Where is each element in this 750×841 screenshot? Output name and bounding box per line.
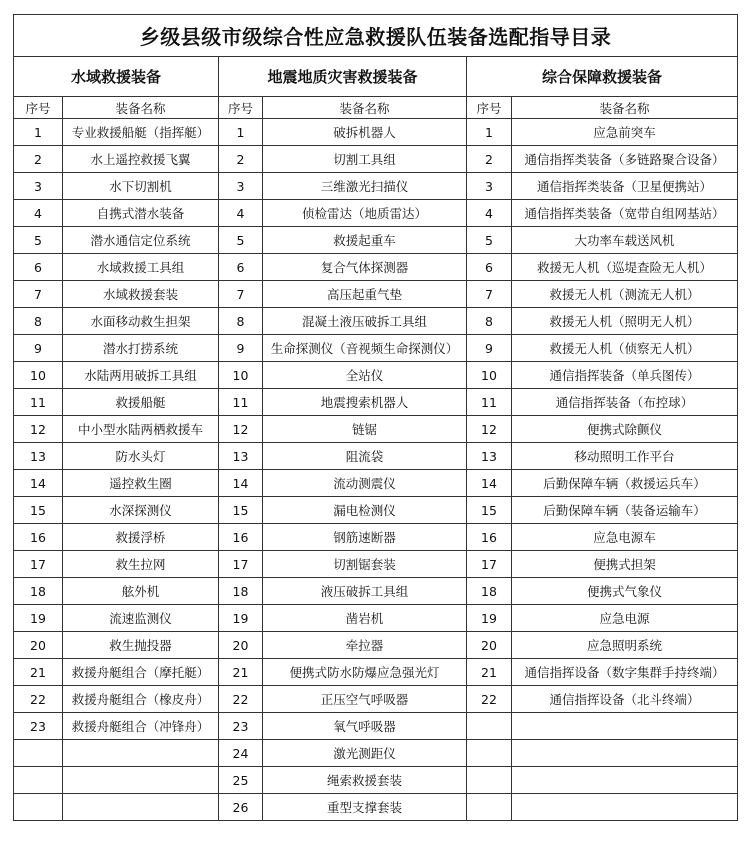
equipment-name-cell: 氧气呼吸器 xyxy=(263,713,467,740)
table-row xyxy=(14,335,738,362)
equipment-name-cell: 后勤保障车辆（救援运兵车） xyxy=(512,470,738,497)
equipment-name-cell: 水陆两用破拆工具组 xyxy=(63,362,219,389)
seq-cell xyxy=(14,740,63,767)
seq-cell: 13 xyxy=(14,443,63,470)
seq-cell: 18 xyxy=(467,578,512,605)
page-title: 乡级县级市级综合性应急救援队伍装备选配指导目录 xyxy=(14,15,738,57)
seq-cell: 7 xyxy=(467,281,512,308)
seq-cell: 23 xyxy=(219,713,263,740)
equipment-name-cell: 阻流袋 xyxy=(263,443,467,470)
equipment-name-cell xyxy=(512,794,738,821)
seq-cell: 3 xyxy=(219,173,263,200)
equipment-name-cell xyxy=(63,740,219,767)
equipment-name-cell: 自携式潜水装备 xyxy=(63,200,219,227)
seq-cell: 21 xyxy=(14,659,63,686)
table-row xyxy=(14,362,738,389)
seq-cell: 8 xyxy=(467,308,512,335)
column-header-seq: 序号 xyxy=(14,97,63,119)
seq-cell: 3 xyxy=(14,173,63,200)
equipment-name-cell: 应急照明系统 xyxy=(512,632,738,659)
equipment-name-cell: 链锯 xyxy=(263,416,467,443)
seq-cell: 12 xyxy=(467,416,512,443)
equipment-name-cell: 通信指挥类装备（卫星便携站） xyxy=(512,173,738,200)
equipment-name-cell: 通信指挥类装备（多链路聚合设备） xyxy=(512,146,738,173)
equipment-name-cell: 救生抛投器 xyxy=(63,632,219,659)
equipment-name-cell: 生命探测仪（音视频生命探测仪） xyxy=(263,335,467,362)
equipment-name-cell: 救援舟艇组合（摩托艇） xyxy=(63,659,219,686)
table-row xyxy=(14,551,738,578)
equipment-name-cell: 专业救援船艇（指挥艇） xyxy=(63,119,219,146)
equipment-catalog-table xyxy=(13,14,738,821)
equipment-name-cell: 救援浮桥 xyxy=(63,524,219,551)
seq-cell: 10 xyxy=(219,362,263,389)
seq-cell: 1 xyxy=(14,119,63,146)
seq-cell: 10 xyxy=(14,362,63,389)
equipment-name-cell: 通信指挥装备（单兵图传） xyxy=(512,362,738,389)
seq-cell: 19 xyxy=(219,605,263,632)
seq-cell: 22 xyxy=(467,686,512,713)
section-header-earthquake-rescue: 地震地质灾害救援装备 xyxy=(219,57,467,97)
equipment-name-cell: 通信指挥类装备（宽带自组网基站） xyxy=(512,200,738,227)
seq-cell: 11 xyxy=(219,389,263,416)
table-row xyxy=(14,146,738,173)
equipment-name-cell: 全站仪 xyxy=(263,362,467,389)
equipment-name-cell: 救援无人机（测流无人机） xyxy=(512,281,738,308)
section-header-support-rescue: 综合保障救援装备 xyxy=(467,57,738,97)
equipment-name-cell: 钢筋速断器 xyxy=(263,524,467,551)
seq-cell: 14 xyxy=(219,470,263,497)
equipment-name-cell: 漏电检测仪 xyxy=(263,497,467,524)
table-row xyxy=(14,686,738,713)
equipment-name-cell: 液压破拆工具组 xyxy=(263,578,467,605)
seq-cell: 23 xyxy=(14,713,63,740)
seq-cell: 9 xyxy=(467,335,512,362)
equipment-name-cell: 大功率车载送风机 xyxy=(512,227,738,254)
seq-cell: 9 xyxy=(219,335,263,362)
equipment-name-cell: 切割锯套装 xyxy=(263,551,467,578)
seq-cell: 7 xyxy=(219,281,263,308)
equipment-name-cell: 救援舟艇组合（橡皮舟） xyxy=(63,686,219,713)
seq-cell: 8 xyxy=(219,308,263,335)
equipment-name-cell: 便携式气象仪 xyxy=(512,578,738,605)
equipment-name-cell: 潜水通信定位系统 xyxy=(63,227,219,254)
seq-cell: 5 xyxy=(467,227,512,254)
equipment-name-cell: 舷外机 xyxy=(63,578,219,605)
seq-cell: 6 xyxy=(467,254,512,281)
equipment-name-cell: 救援无人机（侦察无人机） xyxy=(512,335,738,362)
equipment-name-cell: 水域救援工具组 xyxy=(63,254,219,281)
seq-cell: 14 xyxy=(467,470,512,497)
equipment-name-cell: 切割工具组 xyxy=(263,146,467,173)
equipment-name-cell: 潜水打捞系统 xyxy=(63,335,219,362)
table-row xyxy=(14,578,738,605)
table-row xyxy=(14,443,738,470)
table-row xyxy=(14,389,738,416)
seq-cell: 21 xyxy=(467,659,512,686)
equipment-name-cell: 混凝土液压破拆工具组 xyxy=(263,308,467,335)
equipment-name-cell: 高压起重气垫 xyxy=(263,281,467,308)
equipment-name-cell: 通信指挥设备（北斗终端） xyxy=(512,686,738,713)
equipment-name-cell: 应急电源车 xyxy=(512,524,738,551)
equipment-name-cell: 通信指挥装备（布控球） xyxy=(512,389,738,416)
seq-cell xyxy=(467,740,512,767)
seq-cell: 18 xyxy=(219,578,263,605)
seq-cell: 20 xyxy=(14,632,63,659)
table-row xyxy=(14,173,738,200)
equipment-name-cell: 地震搜索机器人 xyxy=(263,389,467,416)
seq-cell: 5 xyxy=(14,227,63,254)
equipment-name-cell: 遥控救生圈 xyxy=(63,470,219,497)
equipment-name-cell: 通信指挥设备（数字集群手持终端） xyxy=(512,659,738,686)
table-row xyxy=(14,524,738,551)
equipment-name-cell: 水上遥控救援飞翼 xyxy=(63,146,219,173)
seq-cell: 7 xyxy=(14,281,63,308)
equipment-name-cell: 牵拉器 xyxy=(263,632,467,659)
table-row xyxy=(14,308,738,335)
equipment-name-cell: 流速监测仪 xyxy=(63,605,219,632)
equipment-name-cell: 救援起重车 xyxy=(263,227,467,254)
seq-cell: 16 xyxy=(219,524,263,551)
column-header-equipment-name: 装备名称 xyxy=(263,97,467,119)
equipment-name-cell xyxy=(63,794,219,821)
equipment-name-cell: 正压空气呼吸器 xyxy=(263,686,467,713)
equipment-catalog-sheet xyxy=(13,14,738,821)
equipment-name-cell: 凿岩机 xyxy=(263,605,467,632)
equipment-name-cell: 破拆机器人 xyxy=(263,119,467,146)
seq-cell: 24 xyxy=(219,740,263,767)
table-row xyxy=(14,254,738,281)
equipment-name-cell: 水下切割机 xyxy=(63,173,219,200)
seq-cell: 18 xyxy=(14,578,63,605)
seq-cell: 14 xyxy=(14,470,63,497)
seq-cell: 4 xyxy=(467,200,512,227)
equipment-name-cell: 复合气体探测器 xyxy=(263,254,467,281)
table-row xyxy=(14,605,738,632)
seq-cell: 9 xyxy=(14,335,63,362)
seq-cell: 2 xyxy=(219,146,263,173)
equipment-name-cell xyxy=(512,767,738,794)
table-row xyxy=(14,794,738,821)
column-header-equipment-name: 装备名称 xyxy=(63,97,219,119)
table-row xyxy=(14,740,738,767)
equipment-name-cell: 防水头灯 xyxy=(63,443,219,470)
seq-cell: 4 xyxy=(219,200,263,227)
seq-cell: 4 xyxy=(14,200,63,227)
table-row xyxy=(14,200,738,227)
column-header-seq: 序号 xyxy=(219,97,263,119)
seq-cell: 21 xyxy=(219,659,263,686)
equipment-name-cell: 水面移动救生担架 xyxy=(63,308,219,335)
seq-cell: 11 xyxy=(467,389,512,416)
seq-cell: 25 xyxy=(219,767,263,794)
seq-cell: 19 xyxy=(467,605,512,632)
table-row xyxy=(14,470,738,497)
table-row xyxy=(14,497,738,524)
seq-cell: 5 xyxy=(219,227,263,254)
equipment-name-cell: 应急前突车 xyxy=(512,119,738,146)
seq-cell: 8 xyxy=(14,308,63,335)
seq-cell: 1 xyxy=(467,119,512,146)
table-row xyxy=(14,713,738,740)
seq-cell: 10 xyxy=(467,362,512,389)
section-header-water-rescue: 水域救援装备 xyxy=(14,57,219,97)
equipment-name-cell: 应急电源 xyxy=(512,605,738,632)
equipment-name-cell: 绳索救援套装 xyxy=(263,767,467,794)
seq-cell: 6 xyxy=(14,254,63,281)
seq-cell xyxy=(14,767,63,794)
equipment-name-cell: 救援无人机（巡堤查险无人机） xyxy=(512,254,738,281)
seq-cell: 16 xyxy=(467,524,512,551)
equipment-name-cell: 便携式除颤仪 xyxy=(512,416,738,443)
seq-cell xyxy=(467,794,512,821)
equipment-name-cell: 便携式担架 xyxy=(512,551,738,578)
table-row xyxy=(14,119,738,146)
seq-cell: 3 xyxy=(467,173,512,200)
seq-cell: 26 xyxy=(219,794,263,821)
equipment-name-cell: 水域救援套装 xyxy=(63,281,219,308)
table-row xyxy=(14,416,738,443)
seq-cell: 12 xyxy=(14,416,63,443)
seq-cell: 12 xyxy=(219,416,263,443)
seq-cell: 2 xyxy=(14,146,63,173)
equipment-name-cell: 救援舟艇组合（冲锋舟） xyxy=(63,713,219,740)
column-header-equipment-name: 装备名称 xyxy=(512,97,738,119)
seq-cell xyxy=(467,713,512,740)
seq-cell: 22 xyxy=(219,686,263,713)
table-row xyxy=(14,281,738,308)
equipment-name-cell: 中小型水陆两栖救援车 xyxy=(63,416,219,443)
seq-cell xyxy=(14,794,63,821)
catalog-body xyxy=(14,119,738,821)
equipment-name-cell: 移动照明工作平台 xyxy=(512,443,738,470)
seq-cell: 6 xyxy=(219,254,263,281)
seq-cell: 1 xyxy=(219,119,263,146)
table-row xyxy=(14,632,738,659)
seq-cell: 13 xyxy=(219,443,263,470)
seq-cell: 20 xyxy=(219,632,263,659)
seq-cell: 13 xyxy=(467,443,512,470)
equipment-name-cell: 重型支撑套装 xyxy=(263,794,467,821)
equipment-name-cell: 流动测震仪 xyxy=(263,470,467,497)
equipment-name-cell: 激光测距仪 xyxy=(263,740,467,767)
seq-cell: 17 xyxy=(14,551,63,578)
seq-cell: 17 xyxy=(467,551,512,578)
seq-cell: 17 xyxy=(219,551,263,578)
seq-cell: 2 xyxy=(467,146,512,173)
equipment-name-cell: 救援船艇 xyxy=(63,389,219,416)
seq-cell: 22 xyxy=(14,686,63,713)
seq-cell xyxy=(467,767,512,794)
equipment-name-cell xyxy=(63,767,219,794)
seq-cell: 20 xyxy=(467,632,512,659)
seq-cell: 19 xyxy=(14,605,63,632)
seq-cell: 15 xyxy=(219,497,263,524)
equipment-name-cell: 水深探测仪 xyxy=(63,497,219,524)
equipment-name-cell xyxy=(512,713,738,740)
equipment-name-cell: 三维激光扫描仪 xyxy=(263,173,467,200)
table-row xyxy=(14,659,738,686)
table-row xyxy=(14,227,738,254)
seq-cell: 15 xyxy=(467,497,512,524)
equipment-name-cell: 救生拉网 xyxy=(63,551,219,578)
equipment-name-cell: 救援无人机（照明无人机） xyxy=(512,308,738,335)
seq-cell: 11 xyxy=(14,389,63,416)
equipment-name-cell: 便携式防水防爆应急强光灯 xyxy=(263,659,467,686)
table-row xyxy=(14,767,738,794)
equipment-name-cell: 后勤保障车辆（装备运输车） xyxy=(512,497,738,524)
equipment-name-cell: 侦检雷达（地质雷达） xyxy=(263,200,467,227)
seq-cell: 15 xyxy=(14,497,63,524)
column-header-seq: 序号 xyxy=(467,97,512,119)
seq-cell: 16 xyxy=(14,524,63,551)
equipment-name-cell xyxy=(512,740,738,767)
